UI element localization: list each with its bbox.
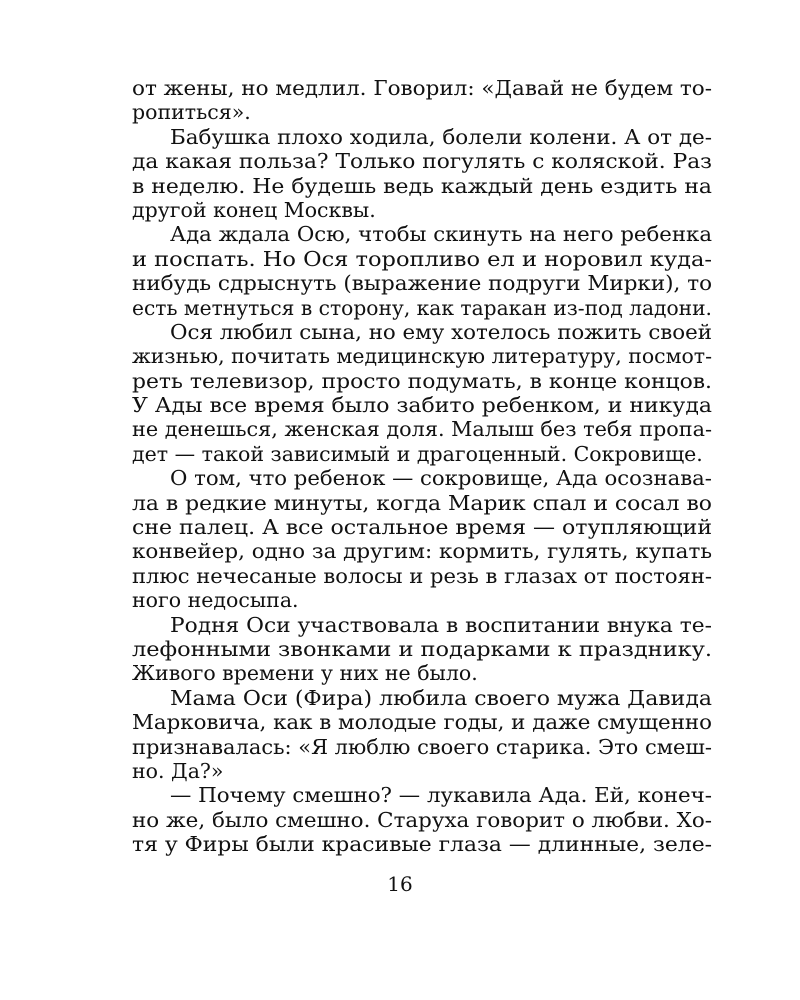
- text-line: [132, 539, 712, 563]
- text-line: [132, 247, 712, 271]
- text-line-content: признавалась: «Я люблю своего старика. Это смеш-: [132, 734, 712, 759]
- text-line-content: плюс нечесаные волосы и резь в глазах от постоян-: [132, 563, 712, 588]
- text-line-content: У Ады все время было забито ребенком, и никуда: [132, 393, 712, 418]
- text-line: [132, 783, 712, 807]
- text-line-content: Бабушка плохо ходила, болели колени. А от де-: [170, 124, 712, 149]
- text-line-content: ропиться».: [132, 100, 251, 125]
- text-line: [132, 661, 712, 685]
- text-line: [132, 174, 712, 198]
- text-line-content: но. Да?»: [132, 758, 224, 783]
- text-line: [132, 564, 712, 588]
- text-line-content: другой конец Москвы.: [132, 197, 376, 222]
- text-line-content: — Почему смешно? — лукавила Ада. Ей, конеч-: [170, 783, 713, 808]
- text-line: [132, 686, 712, 710]
- text-line: [132, 369, 712, 393]
- text-line: [132, 417, 712, 441]
- text-line-content: тя у Фиры были красивые глаза — длинные, зеле-: [132, 832, 713, 857]
- text-line-content: ла в редкие минуты, когда Марик спал и сосал во: [132, 490, 712, 515]
- text-line: [132, 198, 712, 222]
- text-line: [132, 222, 712, 246]
- text-line: [132, 515, 712, 539]
- text-line-content: Живого времени у них не было.: [132, 661, 478, 686]
- text-line-content: от жены, но медлил. Говорил: «Давай не будем то-: [132, 76, 713, 100]
- text-line: [132, 271, 712, 295]
- text-line-content: Мама Оси (Фира) любила своего мужа Давида: [170, 685, 713, 710]
- text-line-content: да какая польза? Только погулять с коляской. Раз: [132, 149, 712, 174]
- text-line-content: но же, было смешно. Старуха говорит о любви. Хо-: [132, 807, 712, 832]
- text-line-content: ного недосыпа.: [132, 588, 299, 613]
- page-text: [132, 76, 712, 857]
- text-line-content: Ося любил сына, но ему хотелось пожить своей: [170, 319, 713, 344]
- text-line-content: и поспать. Но Ося торопливо ел и норовил куда-: [132, 246, 712, 271]
- text-line: [132, 613, 712, 637]
- text-line: [132, 735, 712, 759]
- text-line-content: в неделю. Не будешь ведь каждый день ездить на: [132, 173, 713, 198]
- text-line: [132, 100, 712, 124]
- page-number: 16: [387, 872, 413, 896]
- text-line-content: лефонными звонками и подарками к празднику.: [132, 636, 712, 661]
- text-line-content: Марковича, как в молодые годы, и даже смущенно: [132, 710, 712, 735]
- text-line: [132, 149, 712, 173]
- text-line: [132, 588, 712, 612]
- text-line: [132, 710, 712, 734]
- text-line-content: Ада ждала Осю, чтобы скинуть на него ребенка: [170, 222, 712, 247]
- text-line-content: не денешься, женская доля. Малыш без тебя пропа-: [132, 417, 712, 442]
- text-line: [132, 393, 712, 417]
- text-line: [132, 466, 712, 490]
- text-line: [132, 344, 712, 368]
- text-line-content: жизнью, почитать медицинскую литературу, посмот-: [132, 344, 712, 369]
- text-line: [132, 759, 712, 783]
- text-line: [132, 320, 712, 344]
- text-line-content: есть метнуться в сторону, как таракан из-под ладони.: [132, 295, 712, 320]
- text-line-content: конвейер, одно за другим: кормить, гулять, купать: [132, 539, 713, 564]
- text-line: [132, 637, 712, 661]
- text-line: [132, 442, 712, 466]
- text-line: [132, 76, 712, 100]
- text-line: [132, 296, 712, 320]
- text-line-content: Родня Оси участвовала в воспитании внука те-: [170, 612, 712, 637]
- text-line-content: О том, что ребенок — сокровище, Ада осознава-: [170, 466, 712, 491]
- text-line: [132, 832, 712, 856]
- text-line: [132, 491, 712, 515]
- text-line-content: сне палец. А все остальное время — отупляющий: [132, 515, 713, 540]
- text-line-content: нибудь сдрыснуть (выражение подруги Мирки), то: [132, 271, 713, 296]
- text-line: [132, 808, 712, 832]
- text-line-content: реть телевизор, просто подумать, в конце концов.: [132, 368, 713, 393]
- text-line-content: дет — такой зависимый и драгоценный. Сокровище.: [132, 441, 703, 466]
- text-line: [132, 125, 712, 149]
